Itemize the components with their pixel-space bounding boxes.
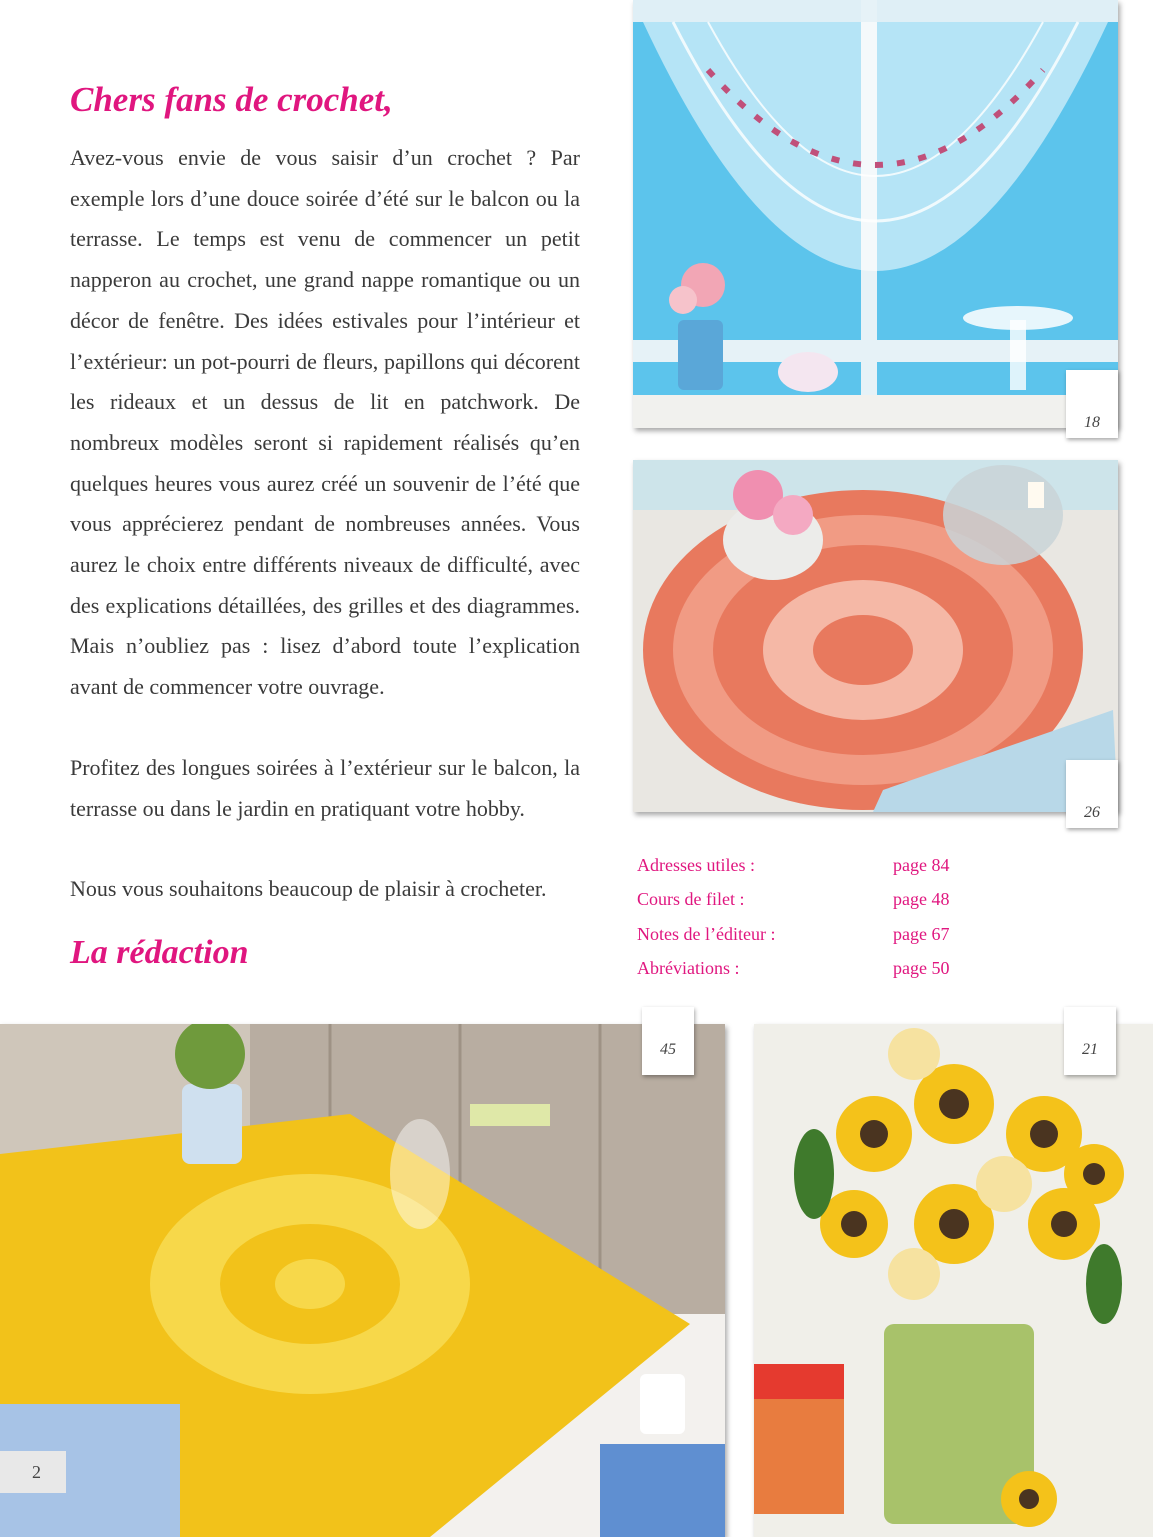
reference-label: Notes de l’éditeur : [637,923,776,944]
references-list [637,848,977,986]
reference-label: Adresses utiles : [637,854,755,875]
page-title: Chers fans de crochet, [70,80,393,119]
reference-row[interactable] [637,952,977,987]
photo-window-curtain [633,0,1118,428]
window-curtain-image [633,0,1118,428]
reference-label: Cours de filet : [637,889,745,910]
reference-page: page 48 [893,889,950,910]
intro-paragraph: Nous vous souhaitons beaucoup de plaisir à crocheter. [70,876,547,902]
reference-page: page 67 [893,923,950,944]
reference-row[interactable] [637,848,977,883]
reference-row[interactable] [637,917,977,952]
photo-coral-doily [633,460,1118,812]
coral-doily-image [633,460,1118,812]
page-ref-badge: 18 [1066,370,1118,438]
page-ref-badge: 21 [1064,1007,1116,1075]
page-ref-badge: 45 [642,1007,694,1075]
reference-row[interactable] [637,883,977,918]
intro-text [70,138,580,910]
yellow-runner-image [0,1024,725,1537]
photo-sunflower-vase [754,1024,1153,1537]
intro-paragraph: Avez-vous envie de vous saisir d’un crochet ? Par exemple lors d’une douce soirée d’été sur le balcon ou la terrasse. Le temps est venu de commencer un petit napperon au crochet, une grand nappe romantique ou un décor de fenêtre. Des idées estivales pour l’intérieur et l’extérieur: un pot-pourri de fleurs, papillons qui décorent les rideaux et un dessus de lit en patchwork. De nombreux modèles seront si rapidement réalisés qu’en quelques heures vous aurez créé un souvenir de l’été que vous apprécierez pendant de nombreuses années. Vous aurez le choix entre différents niveaux de difficulté, avec des explications détaillées, des grilles et des diagrammes. Mais n’oubliez pas : lisez d’abord toute l’explication avant de commencer votre ouvrage. [70,145,580,700]
reference-label: Abréviations : [637,958,740,979]
photo-yellow-table-runner [0,1024,725,1537]
page-ref-badge: 26 [1066,760,1118,828]
reference-page: page 84 [893,854,950,875]
intro-paragraph: Profitez des longues soirées à l’extérieur sur le balcon, la terrasse ou dans le jardin en pratiquant votre hobby. [70,754,580,821]
sunflower-vase-image [754,1024,1153,1537]
reference-page: page 50 [893,958,950,979]
signature: La rédaction [70,934,249,971]
page-number: 2 [0,1451,66,1493]
